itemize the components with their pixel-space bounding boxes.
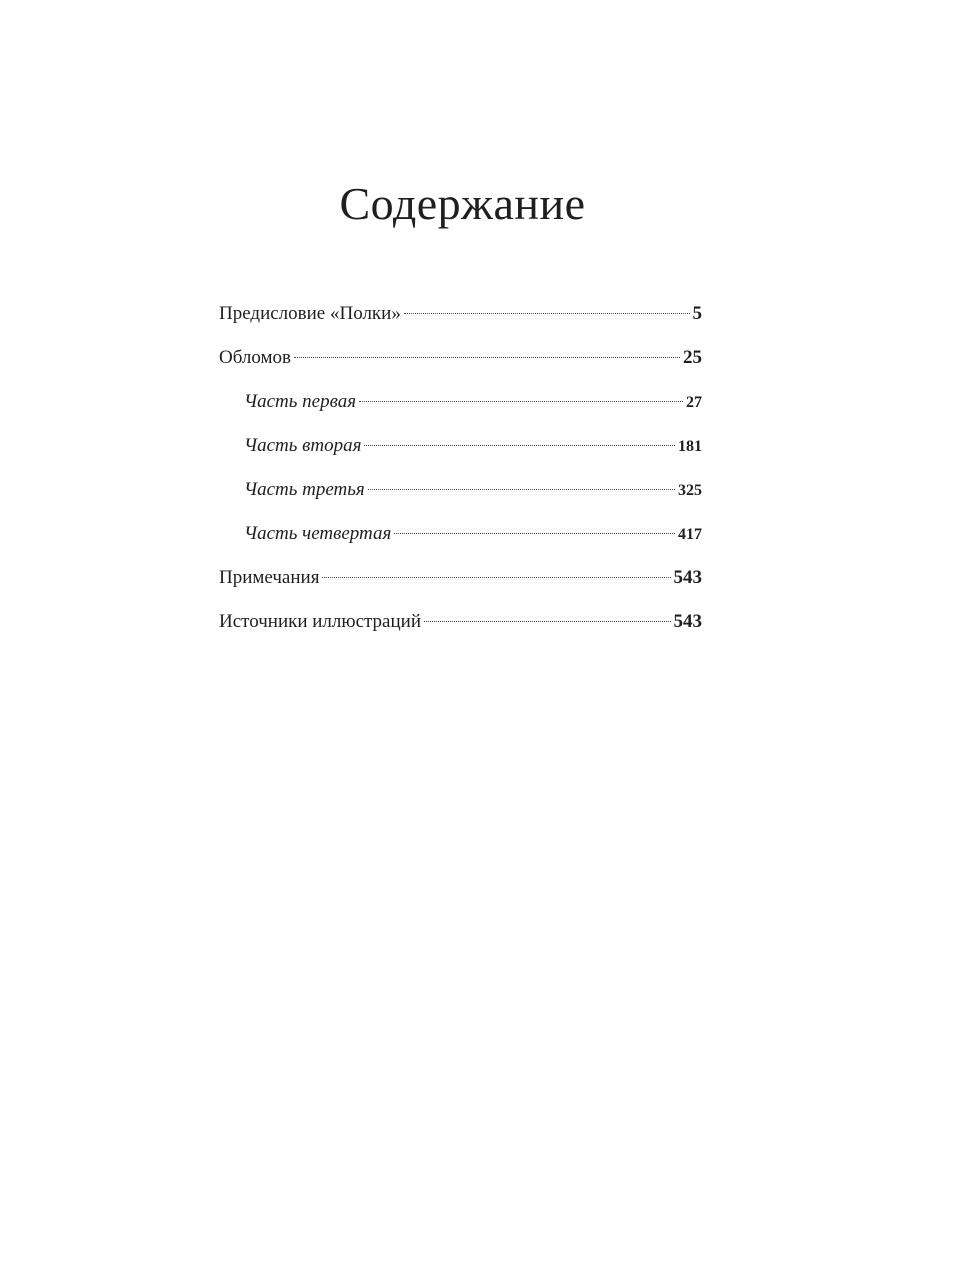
toc-entry-page: 25 (683, 347, 702, 368)
toc-entry-label: Часть третья (244, 479, 365, 500)
toc-entry-page: 325 (678, 482, 702, 499)
toc-entry-notes[interactable] (219, 560, 702, 604)
dot-leader (294, 357, 680, 358)
toc-entry-illustration-sources[interactable] (219, 604, 702, 648)
toc-entry-label: Источники иллюстраций (219, 611, 421, 632)
page-title: Содержание (339, 178, 586, 229)
dot-leader (404, 313, 690, 314)
toc-entry-label: Обломов (219, 347, 292, 368)
dot-leader (424, 621, 671, 622)
toc-entry-part-four[interactable] (219, 516, 702, 560)
toc-entry-page: 543 (673, 611, 702, 632)
table-of-contents (219, 296, 702, 648)
toc-entry-page: 181 (678, 438, 702, 455)
toc-entry-label: Часть вторая (244, 435, 362, 456)
toc-entry-label: Предисловие «Полки» (219, 303, 401, 324)
dot-leader (322, 577, 670, 578)
toc-entry-preface[interactable] (219, 296, 702, 340)
toc-entry-oblomov[interactable] (219, 340, 702, 384)
toc-entry-label: Часть четвертая (244, 523, 392, 544)
toc-entry-page: 417 (678, 526, 702, 543)
toc-entry-part-two[interactable] (219, 428, 702, 472)
dot-leader (359, 401, 683, 402)
toc-entry-page: 543 (673, 567, 702, 588)
dot-leader (394, 533, 675, 534)
toc-entry-part-three[interactable] (219, 472, 702, 516)
toc-entry-page: 5 (692, 303, 702, 324)
toc-entry-page: 27 (686, 394, 702, 411)
toc-entry-label: Примечания (219, 567, 320, 588)
dot-leader (364, 445, 675, 446)
toc-entry-label: Часть первая (244, 391, 357, 412)
toc-entry-part-one[interactable] (219, 384, 702, 428)
dot-leader (368, 489, 675, 490)
